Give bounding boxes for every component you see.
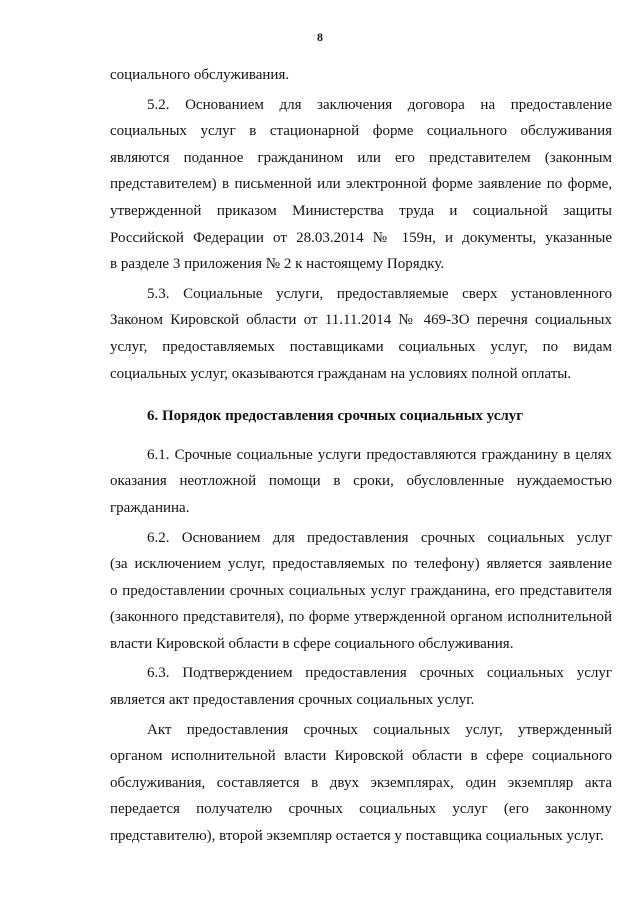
text-line: являются поданное гражданином или его представителем (законным [110,149,612,166]
text-line: социальных услуг в стационарной форме социального обслуживания [110,123,612,140]
text-line: 6.1. Срочные социальные услуги предоставляются гражданину в целях [147,446,612,463]
text-line: 5.2. Основанием для заключения договора на предоставление [147,96,612,113]
paragraph-act [110,717,612,850]
text-line: передается получателю срочных социальных услуг (его законному [110,801,612,818]
text-line: власти Кировской области в сфере социального обслуживания. [110,635,514,652]
paragraph-6-1 [110,442,612,522]
text-line: (законного представителя), по форме утвержденной органом исполнительной [110,609,612,626]
text-line: в разделе 3 приложения № 2 к настоящему Порядку. [110,256,445,273]
paragraph-5-2 [110,92,612,278]
text-line: является акт предоставления срочных социальных услуг. [110,692,475,709]
text-line: 6.2. Основанием для предоставления срочных социальных услуг [147,529,612,546]
text-line: органом исполнительной власти Кировской области в сфере социального [110,748,612,765]
section-heading: 6. Порядок предоставления срочных социальных услуг [147,408,524,425]
text-line: (за исключением услуг, предоставляемых по телефону) является заявление [110,556,612,573]
text-line: 6.3. Подтверждением предоставления срочных социальных услуг [147,665,612,682]
text-line: о предоставлении срочных социальных услуг гражданина, его представителя [110,582,612,599]
text-line: Законом Кировской области от 11.11.2014 № 469-ЗО перечня социальных [110,312,612,329]
page-number: 8 [317,30,323,44]
paragraph-6-2 [110,525,612,658]
text-line: услуг, предоставляемых поставщиками социальных услуг, по видам [110,338,612,355]
text-line: социальных услуг, оказываются гражданам на условиях полной оплаты. [110,365,572,382]
paragraph-6-3 [110,660,612,713]
text-line: гражданина. [110,499,190,516]
text-line: утвержденной приказом Министерства труда и социальной защиты [110,202,612,219]
text-line: Акт предоставления срочных социальных услуг, утвержденный [147,721,612,738]
text-line: социального обслуживания. [110,67,290,83]
paragraph-continuation [110,62,612,89]
text-line: представителем) в письменной или электронной форме заявление по форме, [110,176,612,193]
text-line: оказания неотложной помощи в сроки, обусловленные нуждаемостью [110,473,612,490]
text-line: Российской Федерации от 28.03.2014 № 159н, и документы, указанные [110,229,612,246]
paragraph-5-3 [110,281,612,387]
text-line: 5.3. Социальные услуги, предоставляемые сверх установленного [147,285,612,302]
text-line: обслуживания, составляется в двух экземплярах, один экземпляр акта [110,774,612,791]
text-line: представителю), второй экземпляр остается у поставщика социальных услуг. [110,828,604,845]
